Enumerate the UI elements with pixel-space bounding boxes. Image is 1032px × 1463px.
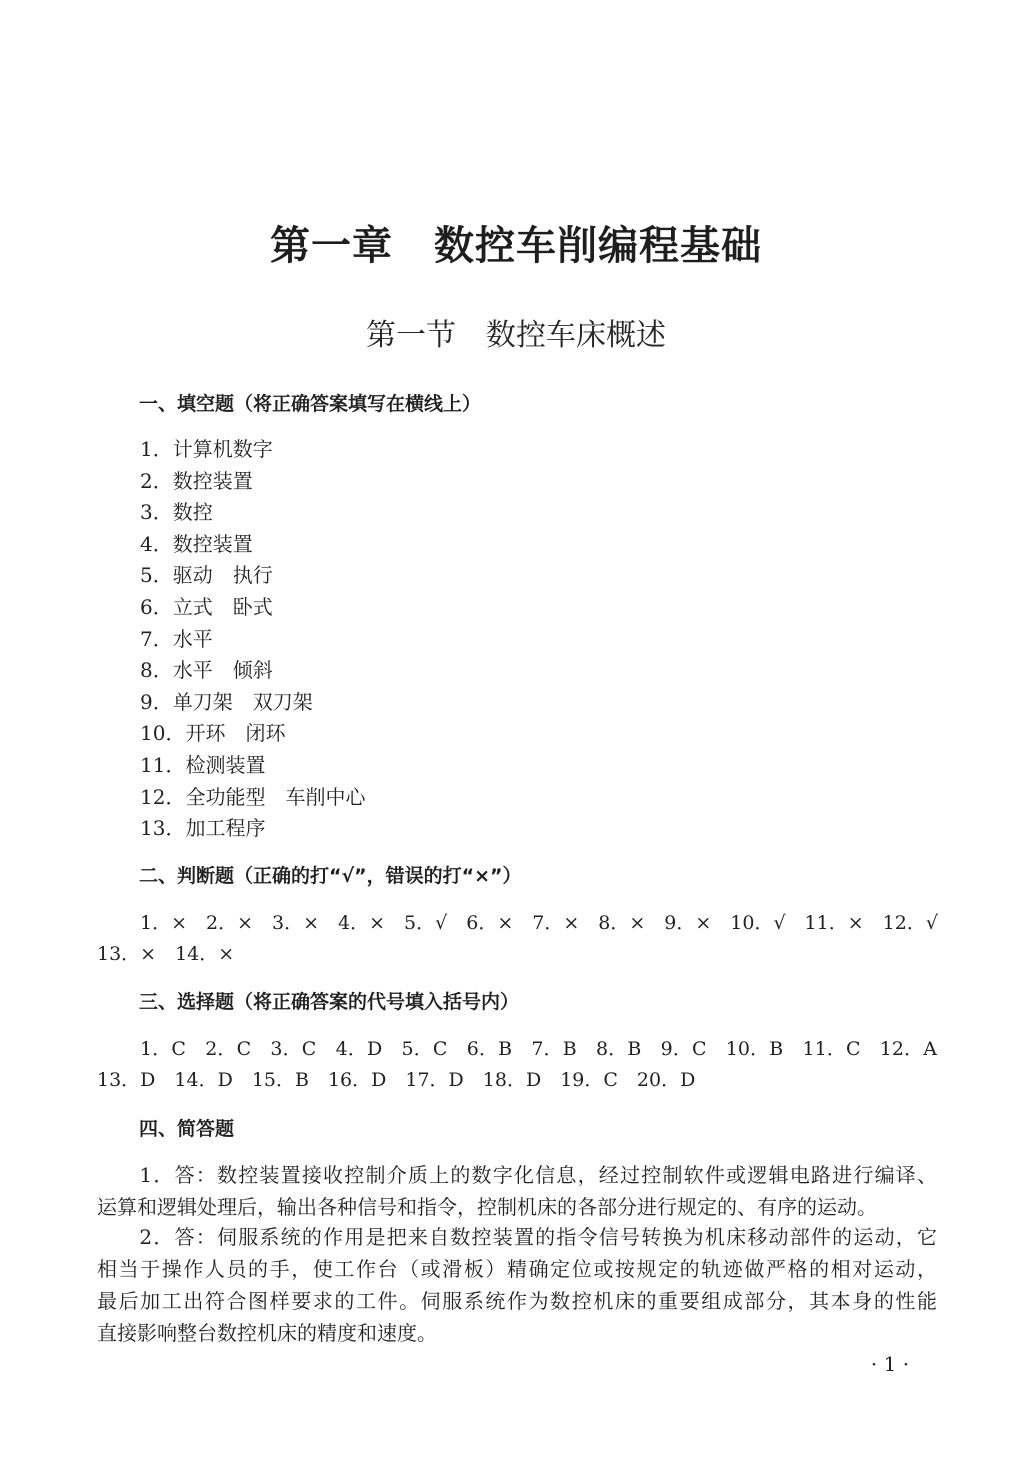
list-item: 9．单刀架 双刀架 — [140, 689, 313, 714]
answer-2-line-4: 直接影响整台数控机床的精度和速度。 — [97, 1321, 437, 1345]
page-number: · 1 · — [870, 1352, 910, 1376]
fill-in-heading: 一、填空题（将正确答案填写在横线上） — [139, 393, 482, 415]
answer-2-line-3: 最后加工出符合图样要求的工件。伺服系统作为数控机床的重要组成部分，其本身的性能 — [97, 1289, 937, 1313]
answer-1-line-2: 运算和逻辑处理后，输出各种信号和指令，控制机床的各部分进行规定的、有序的运动。 — [97, 1195, 877, 1219]
list-item: 4．数控装置 — [140, 531, 253, 556]
answer-2-line-2: 相当于操作人员的手，使工作台（或滑板）精确定位或按规定的轨迹做严格的相对运动， — [97, 1257, 937, 1281]
true-false-answers-line-2: 13．× 14．× — [97, 943, 235, 965]
short-answer-heading: 四、简答题 — [139, 1118, 235, 1140]
fill-in-answer-list — [140, 434, 365, 845]
chapter-title: 第一章 数控车削编程基础 — [270, 222, 762, 269]
list-item: 1．计算机数字 — [140, 437, 273, 461]
list-item: 12．全功能型 车削中心 — [140, 784, 366, 809]
list-item: 6．立式 卧式 — [140, 594, 273, 619]
multiple-choice-heading: 三、选择题（将正确答案的代号填入括号内） — [139, 991, 520, 1013]
true-false-heading: 二、判断题（正确的打“√”，错误的打“×”） — [139, 865, 522, 887]
answer-2-line-1: 2．答：伺服系统的作用是把来自数控装置的指令信号转换为机床移动部件的运动，它 — [97, 1225, 937, 1249]
section-title: 第一节 数控车床概述 — [366, 318, 666, 353]
list-item: 3．数控 — [140, 500, 213, 525]
answer-1-line-1: 1．答：数控装置接收控制介质上的数字化信息，经过控制软件或逻辑电路进行编译、 — [97, 1163, 937, 1187]
list-item: 7．水平 — [140, 626, 213, 651]
list-item: 11．检测装置 — [140, 752, 266, 777]
multiple-choice-answers-line-1: 1．C 2．C 3．C 4．D 5．C 6．B 7．B 8．B 9．C 10．B 11．C 12．A — [140, 1038, 937, 1060]
list-item: 13．加工程序 — [140, 816, 266, 841]
multiple-choice-answers-line-2: 13．D 14．D 15．B 16．D 17．D 18．D 19．C 20．D — [97, 1069, 696, 1091]
list-item: 8．水平 倾斜 — [140, 658, 273, 683]
true-false-answers-line-1: 1．× 2．× 3．× 4．× 5．√ 6．× 7．× 8．× 9．× 10．√ 11．× 12．√ — [140, 912, 938, 934]
list-item: 2．数控装置 — [140, 468, 253, 493]
list-item: 5．驱动 执行 — [140, 563, 273, 588]
list-item: 10．开环 闭环 — [140, 721, 286, 746]
